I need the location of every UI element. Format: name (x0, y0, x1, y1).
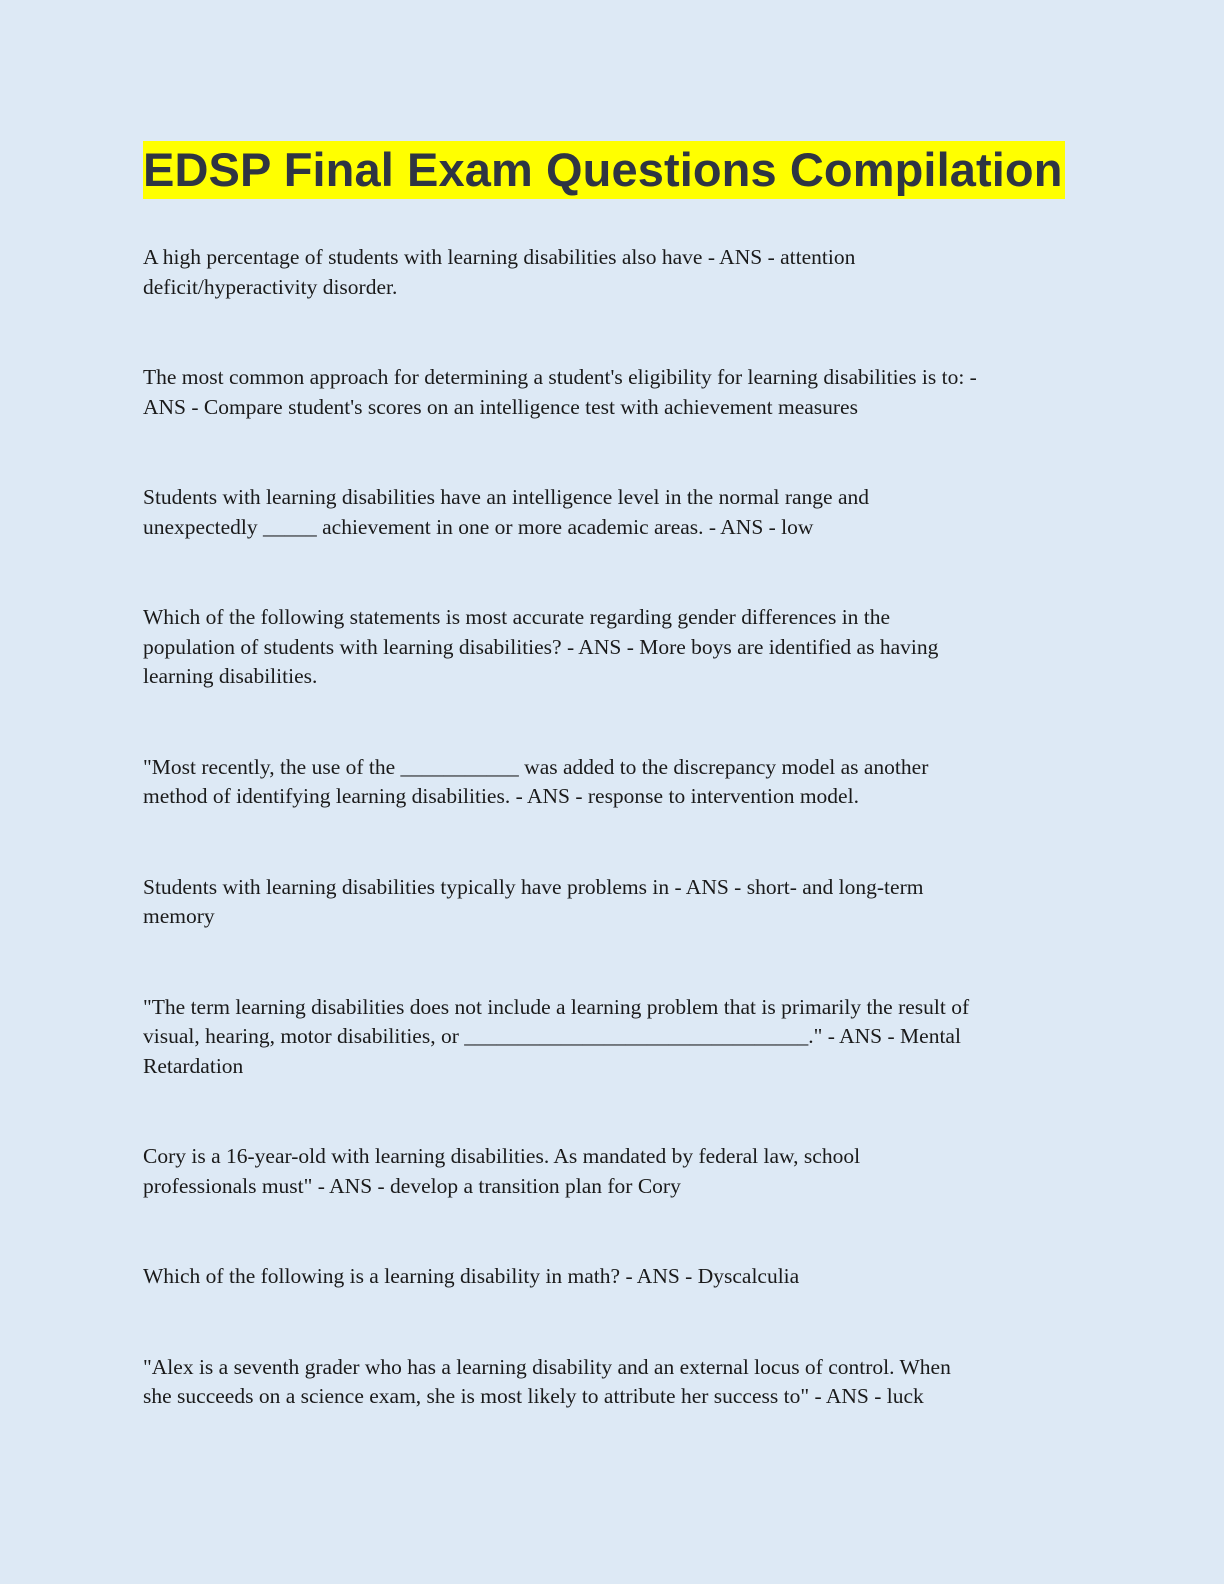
question-item-8: Cory is a 16-year-old with learning disabilities. As mandated by federal law, school professionals must" - ANS - develop a transition plan for Cory (143, 1144, 861, 1198)
document-title: EDSP Final Exam Questions Compilation (143, 141, 1065, 199)
question-item-5: "Most recently, the use of the ___________ was added to the discrepancy model as another method of identifying learning disabilities. - ANS - response to intervention model. (143, 754, 929, 808)
question-item-9: Which of the following is a learning disability in math? - ANS - Dyscalculia (143, 1264, 800, 1288)
question-item-7: "The term learning disabilities does not include a learning problem that is primarily the result of visual, hearing, motor disabilities, or ________________________________." - ANS - Mental Retardation (143, 994, 970, 1078)
question-item-4: Which of the following statements is most accurate regarding gender differences in the population of students with learning disabilities? - ANS - More boys are identified as having learning disabilities. (143, 605, 939, 688)
question-list (143, 243, 1073, 1412)
document-page (143, 141, 1073, 1473)
question-item-2: The most common approach for determining a student's eligibility for learning disabilities is to: - ANS - Compare student's scores on an intelligence test with achievement measures (143, 365, 977, 419)
question-item-10: "Alex is a seventh grader who has a learning disability and an external locus of control. When she succeeds on a science exam, she is most likely to attribute her success to" - ANS - luck (143, 1354, 951, 1408)
question-item-3: Students with learning disabilities have an intelligence level in the normal range and unexpectedly _____ achievement in one or more academic areas. - ANS - low (143, 485, 870, 539)
question-item-6: Students with learning disabilities typically have problems in - ANS - short- and long-term memory (143, 874, 924, 928)
question-item-1: A high percentage of students with learning disabilities also have - ANS - attention deficit/hyperactivity disorder. (143, 245, 856, 299)
